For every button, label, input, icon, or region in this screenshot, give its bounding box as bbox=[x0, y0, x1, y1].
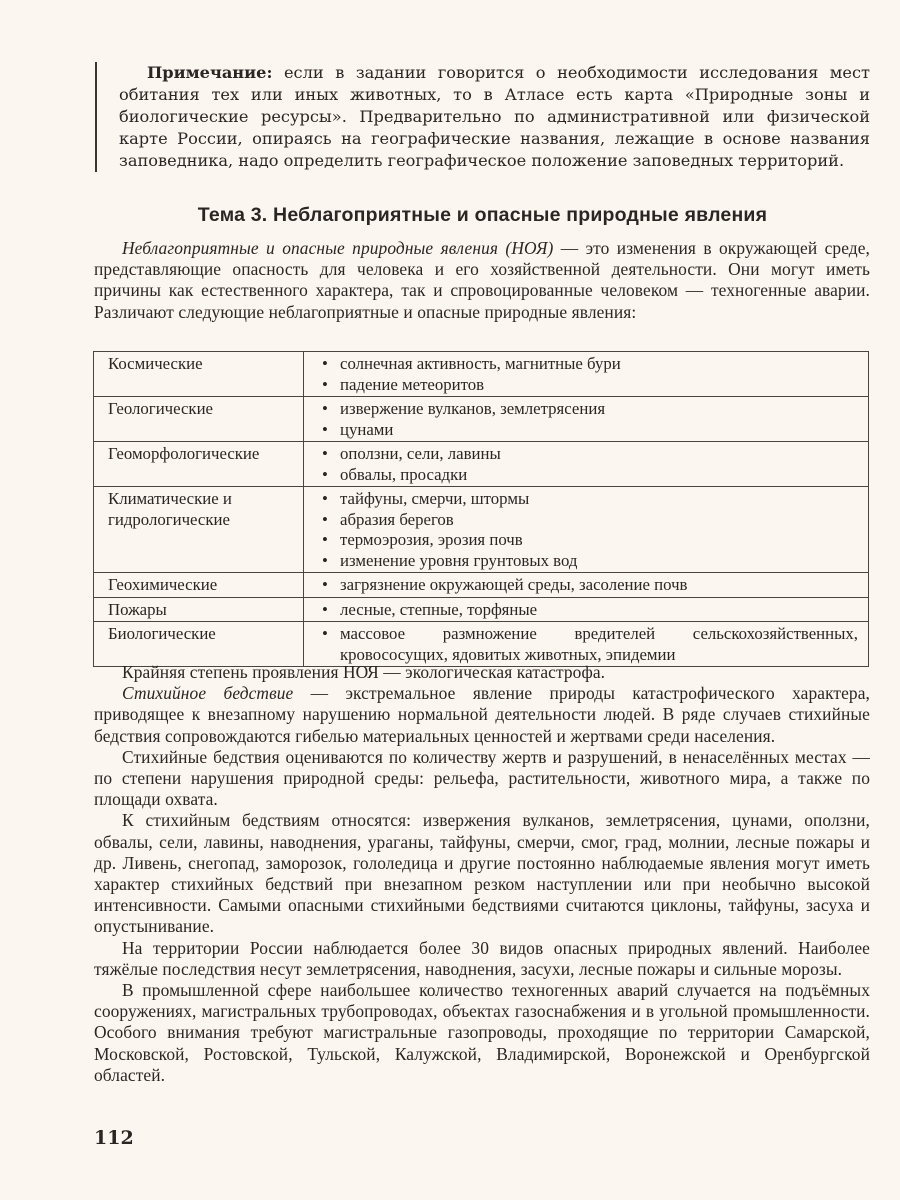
list-item bbox=[318, 575, 858, 596]
note-block bbox=[95, 62, 870, 172]
intro-section bbox=[94, 238, 870, 323]
paragraph-russia-phenomena: На территории России наблюдается более 30 видов опасных природных явлений. Наиболее тяжёлые последствия несут землетрясения, наводнения, засухи, лесные пожары и сильные морозы. bbox=[94, 937, 870, 979]
list-item bbox=[318, 354, 858, 375]
examples-cell bbox=[304, 622, 869, 667]
list-item bbox=[318, 600, 858, 621]
category-cell: Геологические bbox=[94, 397, 304, 442]
category-cell: Геоморфологические bbox=[94, 442, 304, 487]
bullet-icon: • bbox=[322, 599, 328, 619]
category-cell: Биологические bbox=[94, 622, 304, 667]
bullet-icon: • bbox=[322, 444, 328, 463]
list-item-text: массовое размножение вредителей сельскохозяйственных, кровососущих, ядовитых животных, эпидемии bbox=[340, 624, 858, 664]
list-item-text: абразия берегов bbox=[340, 509, 454, 529]
category-cell: Климатические и гидрологические bbox=[94, 487, 304, 573]
list-item-text: загрязнение окружающей среды, засоление почв bbox=[340, 575, 688, 594]
bullet-icon: • bbox=[322, 419, 328, 439]
bullet-icon: • bbox=[322, 509, 328, 529]
examples-cell bbox=[304, 397, 869, 442]
table-row bbox=[94, 487, 869, 573]
examples-list bbox=[318, 444, 858, 485]
bullet-icon: • bbox=[322, 530, 328, 549]
bullet-icon: • bbox=[322, 489, 328, 508]
bullet-icon: • bbox=[322, 464, 328, 484]
list-item-text: падение метеоритов bbox=[340, 374, 485, 394]
list-item bbox=[318, 489, 858, 510]
list-item bbox=[318, 624, 858, 665]
phenomena-table bbox=[93, 351, 869, 667]
bullet-icon: • bbox=[322, 354, 328, 373]
table-row bbox=[94, 352, 869, 397]
paragraph-extreme-degree: Крайняя степень проявления НОЯ — экологическая катастрофа. bbox=[122, 662, 606, 682]
category-cell: Пожары bbox=[94, 597, 304, 622]
paragraph-industrial-accidents: В промышленной сфере наибольшее количество техногенных аварий случается на подъёмных сооружениях, магистральных трубопроводах, объектах газоснабжения и в угольной промышленности. Особого внимания требуют магистральные газопроводы, проходящие по территории Самарской, Московской, Ростовской, Тульской, Калужской, Владимирской, Воронежской и Оренбургской областей. bbox=[94, 980, 870, 1085]
intro-text: — это изменения в окружающей среде, представляющие опасность для человека и его хозяйственной деятельности. Они могут иметь причины как естественного характера, так и спровоцированные человеком — техногенные аварии. Различают следующие неблагоприятные и опасные природные явления: bbox=[94, 238, 870, 322]
page-number: 112 bbox=[94, 1127, 134, 1149]
note-paragraph bbox=[119, 62, 870, 172]
list-item-text: термоэрозия, эрозия почв bbox=[340, 530, 523, 549]
list-item-text: обвалы, просадки bbox=[340, 464, 468, 484]
table-row bbox=[94, 622, 869, 667]
paragraph-disaster-types: К стихийным бедствиям относятся: извержения вулканов, землетрясения, цунами, оползни, обвалы, сели, лавины, наводнения, ураганы, тайфуны, смерчи, смог, град, молнии, лесные пожары и др. Ливень, снегопад, заморозок, гололедица и другие постоянно наблюдаемые явления могут иметь характер стихийных бедствий при внезапном резком наступлении или при необычно высокой интенсивности. Самыми опасными стихийными бедствиями считаются циклоны, тайфуны, засуха и опустынивание. bbox=[94, 810, 870, 937]
natural-disaster-term: Стихийное бедствие bbox=[122, 683, 294, 704]
table-row bbox=[94, 597, 869, 622]
list-item bbox=[318, 444, 858, 465]
examples-cell bbox=[304, 487, 869, 573]
bullet-icon: • bbox=[322, 575, 328, 594]
examples-cell bbox=[304, 597, 869, 622]
table-row bbox=[94, 442, 869, 487]
list-item bbox=[318, 510, 858, 531]
list-item-text: извержение вулканов, землетрясения bbox=[340, 399, 606, 418]
list-item bbox=[318, 465, 858, 486]
examples-cell bbox=[304, 573, 869, 598]
natural-disaster-text: — экстремальное явление природы катастрофического характера, приводящее к внезапному нарушению нормальной деятельности людей. В ряде случаев стихийные бедствия сопровождаются гибелью материальных ценностей и жертвами среди населения. bbox=[94, 683, 870, 746]
table-row bbox=[94, 573, 869, 598]
list-item bbox=[318, 530, 858, 551]
list-item bbox=[318, 399, 858, 420]
intro-paragraph bbox=[94, 238, 870, 323]
list-item bbox=[318, 551, 858, 572]
main-text-section bbox=[94, 662, 870, 1086]
paragraph-natural-disaster-definition bbox=[94, 683, 870, 747]
examples-cell bbox=[304, 442, 869, 487]
list-item-text: тайфуны, смерчи, штормы bbox=[340, 489, 530, 508]
bullet-icon: • bbox=[322, 374, 328, 394]
list-item-text: изменение уровня грунтовых вод bbox=[340, 550, 578, 570]
list-item-text: цунами bbox=[340, 419, 394, 439]
bullet-icon: • bbox=[322, 399, 328, 418]
note-label: Примечание: bbox=[147, 63, 273, 82]
note-text: если в задании говорится о необходимости исследования мест обитания тех или иных животных, то в Атласе есть карта «Природные зоны и биологические ресурсы». Предварительно по административной или физической карте России, опираясь на географические названия, лежащие в основе названия заповедника, надо определить географическое положение заповедных территорий. bbox=[119, 63, 870, 170]
intro-term: Неблагоприятные и опасные природные явления (НОЯ) bbox=[122, 238, 554, 258]
examples-list bbox=[318, 354, 858, 395]
list-item-text: лесные, степные, торфяные bbox=[340, 599, 538, 619]
paragraph-disaster-assessment: Стихийные бедствия оцениваются по количеству жертв и разрушений, в ненаселённых местах — по степени нарушения природной среды: рельефа, растительности, животного мира, а также по площади охвата. bbox=[94, 746, 870, 810]
examples-cell bbox=[304, 352, 869, 397]
examples-list bbox=[318, 575, 858, 596]
phenomena-table-body bbox=[94, 352, 869, 667]
bullet-icon: • bbox=[322, 624, 328, 643]
bullet-icon: • bbox=[322, 550, 328, 570]
table-row bbox=[94, 397, 869, 442]
examples-list bbox=[318, 399, 858, 440]
topic-title: Тема 3. Неблагоприятные и опасные природные явления bbox=[197, 204, 768, 226]
examples-list bbox=[318, 600, 858, 621]
examples-list bbox=[318, 489, 858, 571]
examples-list bbox=[318, 624, 858, 665]
list-item-text: оползни, сели, лавины bbox=[340, 444, 501, 463]
category-cell: Космические bbox=[94, 352, 304, 397]
list-item bbox=[318, 420, 858, 441]
list-item-text: солнечная активность, магнитные бури bbox=[340, 354, 621, 373]
category-cell: Геохимические bbox=[94, 573, 304, 598]
list-item bbox=[318, 375, 858, 396]
